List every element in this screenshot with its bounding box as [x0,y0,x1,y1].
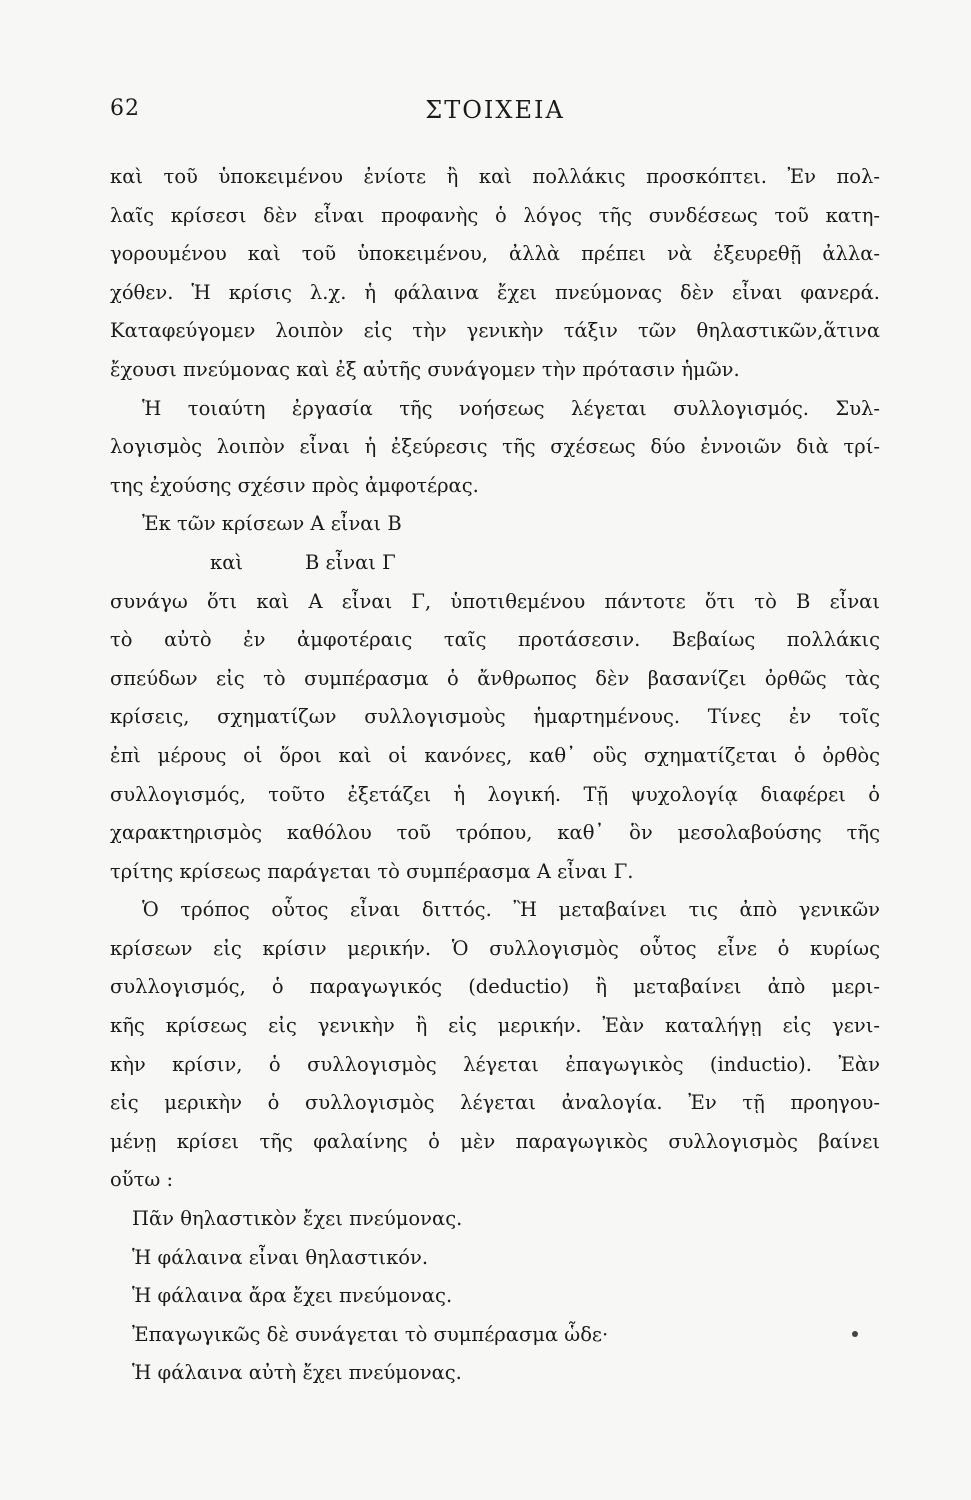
text-line: συλλογισμός, ὁ παραγωγικός (deductio) ἢ μεταβαίνει ἀπὸ μερι- [110,975,880,999]
text-line: μένῃ κρίσει τῆς φαλαίνης ὁ μὲν παραγωγικὸς συλλογισμὸς βαίνει [110,1129,880,1153]
text-line: κῆς κρίσεως εἰς γενικὴν ἢ εἰς μερικήν. Ἐὰν καταλήγῃ εἰς γενι- [110,1014,880,1038]
text-line: Ἡ φάλαινα εἶναι θηλαστικόν. [132,1245,429,1269]
text-line: λογισμὸς λοιπὸν εἶναι ἡ ἐξεύρεσις τῆς σχέσεως δύο ἐννοιῶν διὰ τρί- [110,435,880,459]
text-line: Ἡ φάλαινα ἄρα ἔχει πνεύμονας. [132,1284,453,1308]
text-line: λαῖς κρίσεσι δὲν εἶναι προφανὴς ὁ λόγος τῆς συνδέσεως τοῦ κατη- [110,203,880,227]
text-line: ἐπὶ μέρους οἱ ὅροι καὶ οἱ κανόνες, καθ᾽ οὓς σχηματίζεται ὁ ὀρθὸς [110,743,880,767]
text-line: κρίσεων εἰς κρίσιν μερικήν. Ὁ συλλογισμὸς οὗτος εἶνε ὁ κυρίως [110,936,880,960]
text-line: σπεύδων εἰς τὸ συμπέρασμα ὁ ἄνθρωπος δὲν βασανίζει ὀρθῶς τὰς [110,666,880,690]
text-line: καὶ Β εἶναι Γ [210,550,396,574]
text-line: Ὁ τρόπος οὗτος εἶναι διττός. Ἢ μεταβαίνει τις ἀπὸ γενικῶν [142,898,880,922]
text-line: κρίσεις, σχηματίζων συλλογισμοὺς ἡμαρτημένους. Τίνες ἐν τοῖς [110,705,880,729]
text-line: Ἐκ τῶν κρίσεων Α εἶναι Β [142,512,402,536]
text-line: τὸ αὐτὸ ἐν ἀμφοτέραις ταῖς προτάσεσιν. Βεβαίως πολλάκις [110,628,880,652]
text-line: γορουμένου καὶ τοῦ ὑποκειμένου, ἀλλὰ πρέπει νὰ ἐξευρεθῇ ἀλλα- [110,242,880,266]
text-line: καὶ τοῦ ὑποκειμένου ἐνίοτε ἢ καὶ πολλάκις προσκόπτει. Ἐν πολ- [110,165,880,188]
text-line: χαρακτηρισμὸς καθόλου τοῦ τρόπου, καθ᾽ ὃν μεσολαβούσης τῆς [110,821,880,845]
text-line: Πᾶν θηλαστικὸν ἔχει πνεύμονας. [132,1207,463,1231]
text-line: συνάγω ὅτι καὶ Α εἶναι Γ, ὑποτιθεμένου πάντοτε ὅτι τὸ Β εἶναι [110,589,880,613]
text-line: Ἡ τοιαύτη ἐργασία τῆς νοήσεως λέγεται συλλογισμός. Συλ- [142,396,880,420]
text-line: Ἐπαγωγικῶς δὲ συνάγεται τὸ συμπέρασμα ὧδε· [132,1322,609,1346]
text-line: κὴν κρίσιν, ὁ συλλογισμὸς λέγεται ἐπαγωγικὸς (inductio). Ἐὰν [110,1052,880,1076]
text-line: Καταφεύγομεν λοιπὸν εἰς τὴν γενικὴν τάξιν τῶν θηλαστικῶν,ἅτινα [110,319,880,343]
page-header [110,96,880,136]
body-text [110,158,880,1393]
text-line: συλλογισμός, τοῦτο ἐξετάζει ἡ λογική. Τῇ ψυχολογίᾳ διαφέρει ὁ [110,782,880,806]
text-line: ἔχουσι πνεύμονας καὶ ἐξ αὐτῆς συνάγομεν τὴν πρότασιν ἡμῶν. [110,357,740,381]
ink-dot [852,1331,858,1337]
text-line: χόθεν. Ἡ κρίσις λ.χ. ἡ φάλαινα ἔχει πνεύμονας δὲν εἶναι φανερά. [110,280,880,304]
text-line: τρίτης κρίσεως παράγεται τὸ συμπέρασμα Α εἶναι Γ. [110,859,634,883]
page-number: 62 [110,96,140,121]
text-line: οὕτω : [110,1168,174,1192]
running-title: ΣΤΟΙΧΕΙΑ [425,96,565,124]
text-line: εἰς μερικὴν ὁ συλλογισμὸς λέγεται ἀναλογία. Ἐν τῇ προηγου- [110,1091,880,1115]
text-line: Ἡ φάλαινα αὐτὴ ἔχει πνεύμονας. [132,1361,462,1385]
text-line: της ἐχούσης σχέσιν πρὸς ἀμφοτέρας. [110,473,479,497]
